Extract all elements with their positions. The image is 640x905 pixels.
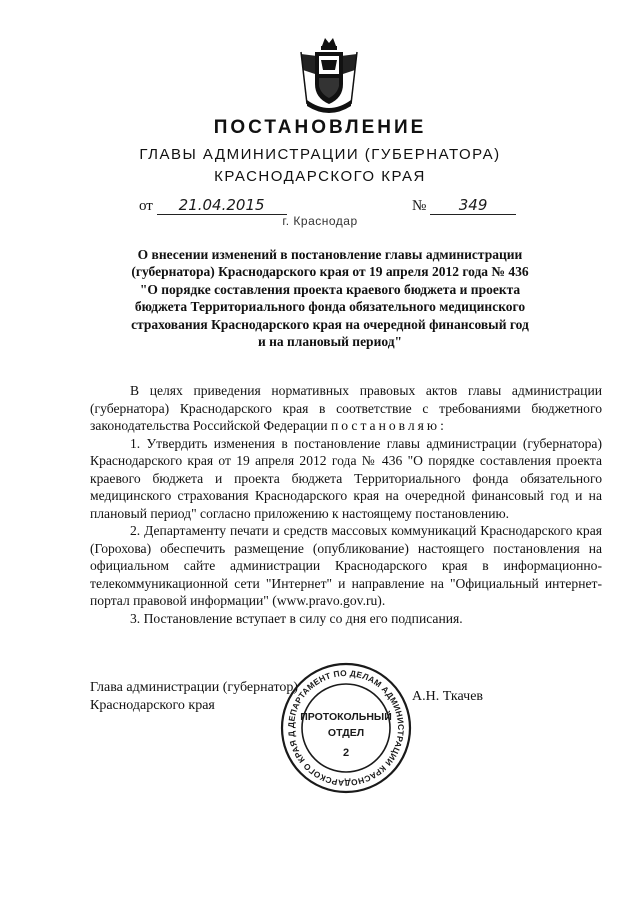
number-prefix: № xyxy=(412,198,427,214)
office-stamp xyxy=(278,660,414,796)
subject-line: и на плановый период" xyxy=(257,334,403,350)
coat-of-arms-icon xyxy=(297,34,361,116)
subject-line: (губернатора) Краснодарского края от 19 апреля 2012 года № 436 xyxy=(131,264,529,280)
stamp-center-line-2: ОТДЕЛ xyxy=(327,727,365,739)
document-body xyxy=(90,382,602,627)
signatory-title-line-2: Краснодарского края xyxy=(90,698,215,713)
item-paragraph: 1. Утвердить изменения в постановление главы администрации (губернатора) Краснодарского края от 19 апреля 2012 года № 436 "О порядке составления проекта краевого бюджета и проекта бюджета Территориального фонда обязательного медицинского страхования Краснодарского края на очередной финансовый год и на плановый период" согласно приложению к настоящему постановлению. xyxy=(90,435,602,521)
number-row xyxy=(412,196,516,215)
subject-line: "О порядке составления проекта краевого бюджета и проекта xyxy=(139,281,521,297)
city: г. Краснодар xyxy=(282,214,358,228)
signatory-name: А.Н. Ткачев xyxy=(412,689,484,704)
subject-line: О внесении изменений в постановление главы администрации xyxy=(137,247,523,262)
stamp-ring-text: ДЕПАРТАМЕНТ ПО ДЕЛАМ АДМИНИСТРАЦИИ КРАСНОДАРСКОГО КРАЯ Д xyxy=(285,667,407,789)
date-row xyxy=(139,196,287,215)
issuer-line-2: КРАСНОДАРСКОГО КРАЯ xyxy=(214,168,426,185)
issuer-line-1: ГЛАВЫ АДМИНИСТРАЦИИ (ГУБЕРНАТОРА) xyxy=(139,146,501,163)
subject-heading xyxy=(110,246,550,350)
date-prefix: от xyxy=(139,198,153,214)
subject-line: бюджета Территориального фонда обязательного медицинского xyxy=(134,299,526,315)
handwritten-date: 21.04.2015 xyxy=(157,196,287,215)
stamp-number: 2 xyxy=(342,747,350,759)
item-paragraph: 3. Постановление вступает в силу со дня его подписания. xyxy=(130,610,463,626)
preamble-text: В целях приведения нормативных правовых актов главы администрации (губернатора) Краснодарского края в соответствие с требованиями бюджетного законодательства Российской Федерации xyxy=(90,383,602,433)
stamp-center-line-1: ПРОТОКОЛЬНЫЙ xyxy=(300,711,392,723)
handwritten-number: 349 xyxy=(430,196,516,215)
document-type-title: ПОСТАНОВЛЕНИЕ xyxy=(213,117,427,138)
signatory-title-line-1: Глава администрации (губернатор) xyxy=(90,680,299,695)
subject-line: страхования Краснодарского края на очередной финансовый год xyxy=(131,316,529,332)
preamble-paragraph: В целях приведения нормативных правовых актов главы администрации (губернатора) Краснодарского края в соответствие с требованиями бюджетного законодательства Российской Федерации постановляю: xyxy=(90,383,602,433)
resolve-word: постановляю xyxy=(331,418,441,433)
item-paragraph: 2. Департаменту печати и средств массовых коммуникаций Краснодарского края (Горохова) обеспечить размещение (опубликование) настоящего постановления на официальном сайте администрации Краснодарского края в информационно-телекоммуникационной сети "Интернет" и направление на "Официальный интернет-портал правовой информации" (www.pravo.gov.ru). xyxy=(90,523,602,608)
